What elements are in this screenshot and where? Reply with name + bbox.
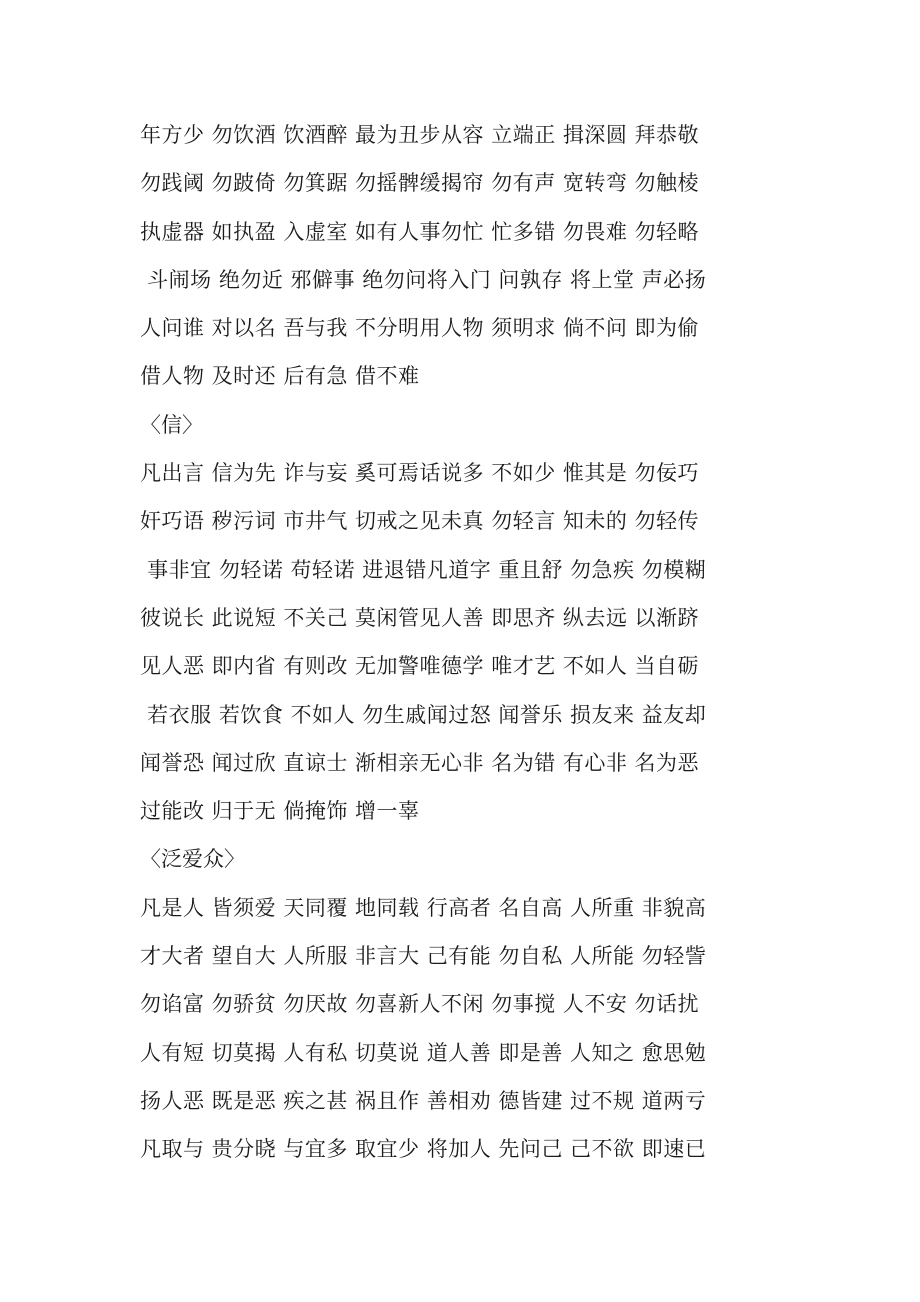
text-line-11: 彼说长 此说短 不关己 莫闲管见人善 即思齐 纵去远 以渐跻 xyxy=(140,605,700,630)
text-line-1: 年方少 勿饮酒 饮酒醉 最为丑步从容 立端正 揖深圆 拜恭敬 xyxy=(140,123,700,147)
text-line-14: 闻誉恐 闻过欣 直谅士 渐相亲无心非 名为错 有心非 名为恶 xyxy=(140,750,700,775)
text-line-22: 凡取与 贵分晓 与宜多 取宜少 将加人 先问己 己不欲 即速已 xyxy=(140,1137,707,1162)
text-line-4: 斗闹场 绝勿近 邪僻事 绝勿问将入门 问孰存 将上堂 声必扬 xyxy=(140,267,707,292)
text-line-9: 奸巧语 秽污词 市井气 切戒之见未真 勿轻言 知未的 勿轻传 xyxy=(140,509,700,534)
section-heading-xin: 〈信〉 xyxy=(140,412,203,437)
text-line-18: 才大者 望自大 人所服 非言大 己有能 勿自私 人所能 勿轻訾 xyxy=(140,944,707,969)
text-line-21: 扬人恶 既是恶 疾之甚 祸且作 善相劝 德皆建 过不规 道两亏 xyxy=(140,1088,707,1113)
text-line-6: 借人物 及时还 后有急 借不难 xyxy=(140,364,420,389)
text-line-19: 勿谄富 勿骄贫 勿厌故 勿喜新人不闲 勿事搅 人不安 勿话扰 xyxy=(140,992,700,1017)
text-line-3: 执虚器 如执盈 入虚室 如有人事勿忙 忙多错 勿畏难 勿轻略 xyxy=(140,219,700,244)
text-line-8: 凡出言 信为先 诈与妄 奚可焉话说多 不如少 惟其是 勿佞巧 xyxy=(140,461,700,486)
text-line-12: 见人恶 即内省 有则改 无加警唯德学 唯才艺 不如人 当自砺 xyxy=(140,654,700,679)
text-line-20: 人有短 切莫揭 人有私 切莫说 道人善 即是善 人知之 愈思勉 xyxy=(140,1040,707,1065)
text-line-13: 若衣服 若饮食 不如人 勿生戚闻过怒 闻誉乐 损友来 益友却 xyxy=(140,702,707,727)
text-line-10: 事非宜 勿轻诺 苟轻诺 进退错凡道字 重且舒 勿急疾 勿模糊 xyxy=(140,557,707,582)
text-line-5: 人问谁 对以名 吾与我 不分明用人物 须明求 倘不问 即为偷 xyxy=(140,316,700,341)
text-line-15: 过能改 归于无 倘掩饰 增一辜 xyxy=(140,799,420,824)
section-heading-fanaizhong: 〈泛爱众〉 xyxy=(140,847,245,872)
text-body xyxy=(140,111,800,1174)
text-line-17: 凡是人 皆须爱 天同覆 地同载 行高者 名自高 人所重 非貌高 xyxy=(140,895,707,920)
text-line-2: 勿践阈 勿跛倚 勿箕踞 勿摇髀缓揭帘 勿有声 宽转弯 勿触棱 xyxy=(140,171,700,196)
